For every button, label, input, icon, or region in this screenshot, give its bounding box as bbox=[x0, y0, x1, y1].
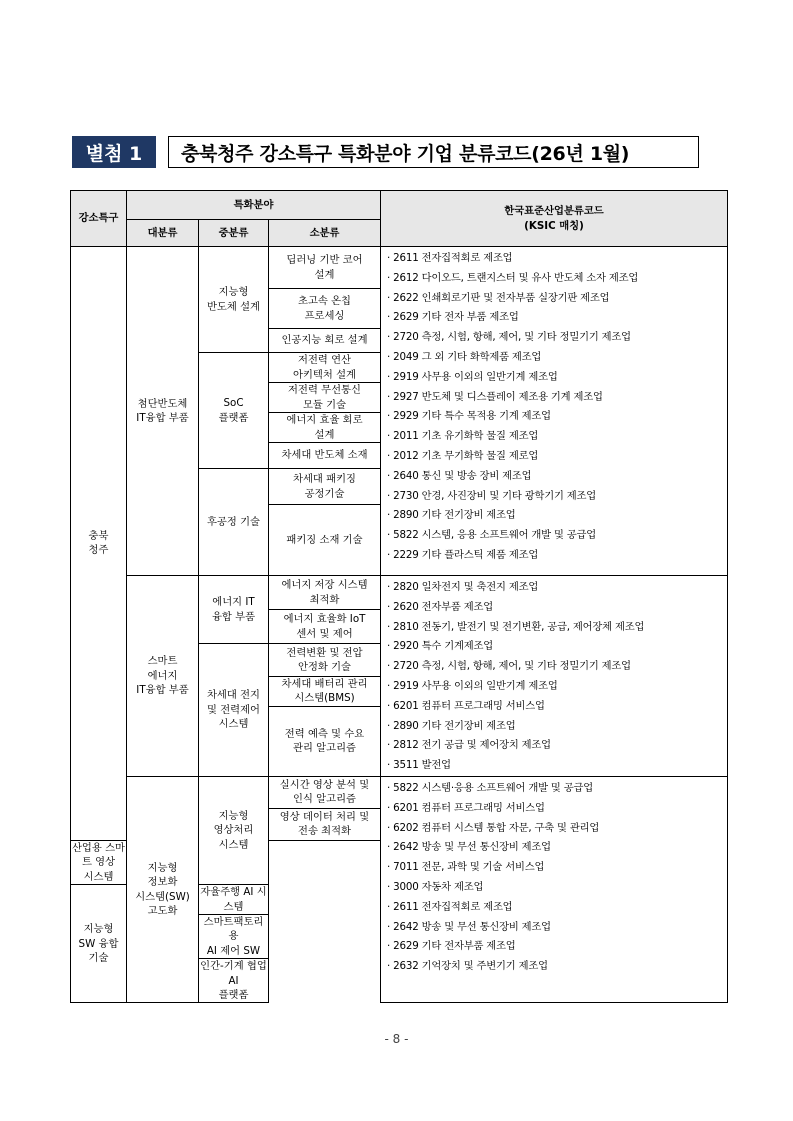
major-line: 정보화 bbox=[147, 876, 178, 889]
minor-category bbox=[199, 959, 269, 1003]
ksic-code: · 2810 전동기, 발전기 및 전기변환, 공급, 제어장체 제조업 bbox=[387, 620, 645, 633]
middle-category bbox=[199, 247, 269, 353]
middle-line: 지능형 bbox=[218, 286, 249, 299]
ksic-code: · 2890 기타 전기장비 제조업 bbox=[387, 509, 516, 522]
middle-line: 및 전력제어 bbox=[206, 703, 260, 716]
minor-line: 전송 최적화 bbox=[298, 825, 352, 838]
middle-line: 에너지 IT bbox=[212, 596, 255, 609]
minor-category bbox=[199, 915, 269, 959]
minor-line: 아키텍처 설계 bbox=[293, 368, 356, 381]
minor-category bbox=[269, 443, 381, 469]
ksic-code: · 2642 방송 및 무선 통신장비 제조업 bbox=[387, 920, 551, 933]
major-category bbox=[127, 776, 199, 1002]
ksic-code: · 2920 특수 기계제조업 bbox=[387, 640, 493, 653]
major-line: 시스템(SW) bbox=[135, 890, 190, 903]
minor-line: 모듈 기술 bbox=[302, 398, 347, 411]
ksic-code: · 2642 방송 및 무선 통신장비 제조업 bbox=[387, 841, 551, 854]
middle-category bbox=[199, 644, 269, 777]
minor-line: 시스템 bbox=[83, 870, 114, 883]
minor-line: 차세대 배터리 관리 bbox=[281, 678, 368, 691]
middle-line: 시스템 bbox=[218, 718, 249, 731]
minor-line: 안정화 기술 bbox=[298, 660, 352, 673]
middle-line: 융합 부품 bbox=[211, 610, 256, 623]
minor-line: 인식 알고리즘 bbox=[293, 793, 356, 806]
minor-line: 저전력 연산 bbox=[298, 354, 352, 367]
ksic-code: · 6201 컴퓨터 프로그래밍 서비스업 bbox=[387, 801, 545, 814]
major-category bbox=[127, 247, 199, 576]
middle-category bbox=[199, 776, 269, 884]
minor-line: 공정기술 bbox=[304, 487, 345, 500]
middle-line: 지능형 bbox=[83, 923, 114, 936]
ksic-code-list bbox=[381, 776, 728, 1002]
minor-line: 전력 예측 및 수요 bbox=[284, 728, 365, 741]
middle-line: 시스템 bbox=[218, 838, 249, 851]
major-category bbox=[127, 576, 199, 777]
ksic-code: · 2011 기초 유기화학 물질 제조업 bbox=[387, 430, 539, 443]
minor-category bbox=[269, 289, 381, 329]
middle-line: 지능형 bbox=[218, 809, 249, 822]
ksic-code: · 2611 전자집적회로 제조업 bbox=[387, 252, 513, 264]
minor-category bbox=[269, 576, 381, 610]
header-zone: 강소특구 bbox=[71, 191, 127, 247]
minor-line: 자율주행 AI 시스템 bbox=[200, 886, 267, 913]
minor-category bbox=[269, 353, 381, 383]
ksic-code: · 3000 자동차 제조업 bbox=[387, 880, 484, 893]
middle-category bbox=[199, 353, 269, 469]
ksic-code: · 2919 사무용 이외의 일반기계 제조업 bbox=[387, 679, 558, 692]
zone-cell bbox=[71, 247, 127, 841]
document-heading bbox=[72, 134, 699, 170]
minor-line: 플랫폼 bbox=[218, 989, 249, 1002]
middle-line: 반도체 설계 bbox=[206, 300, 260, 313]
ksic-code: · 5822 시스템·응용 소프트웨어 개발 및 공급업 bbox=[387, 781, 593, 794]
minor-line: 설계 bbox=[314, 428, 335, 441]
minor-line: AI 제어 SW bbox=[206, 944, 261, 957]
minor-line: 최적화 bbox=[309, 593, 340, 606]
minor-line: 영상 데이터 처리 및 bbox=[279, 811, 370, 824]
ksic-code: · 2640 통신 및 방송 장비 제조업 bbox=[387, 469, 532, 482]
ksic-code: · 2611 전자집적회로 제조업 bbox=[387, 900, 513, 913]
major-line: 고도화 bbox=[147, 905, 178, 918]
minor-category bbox=[269, 808, 381, 840]
ksic-code: · 2927 반도체 및 디스플레이 제조용 기계 제조업 bbox=[387, 390, 603, 403]
middle-line: SW 융합 bbox=[78, 937, 119, 950]
minor-category bbox=[269, 413, 381, 443]
minor-line: 저전력 무선통신 bbox=[288, 384, 361, 397]
minor-category bbox=[269, 329, 381, 353]
ksic-code: · 2049 그 외 기타 화학제품 제조업 bbox=[387, 350, 542, 363]
minor-category bbox=[269, 247, 381, 289]
middle-line: 영상처리 bbox=[213, 824, 254, 837]
zone-line: 청주 bbox=[88, 544, 109, 557]
ksic-code: · 2919 사무용 이외의 일반기계 제조업 bbox=[387, 370, 558, 383]
minor-line: 프로세싱 bbox=[304, 309, 345, 322]
major-line: 스마트 bbox=[147, 655, 178, 668]
minor-category bbox=[269, 706, 381, 776]
ksic-code: · 2622 인쇄회로기판 및 전자부품 실장기판 제조업 bbox=[387, 291, 610, 304]
minor-category bbox=[269, 676, 381, 706]
minor-line: 인간-기계 협업 AI bbox=[200, 960, 267, 987]
minor-category bbox=[269, 383, 381, 413]
minor-line: 에너지 효율화 IoT bbox=[283, 613, 366, 626]
major-line: IT융합 부품 bbox=[136, 412, 189, 424]
ksic-code: · 2620 전자부품 제조업 bbox=[387, 600, 493, 613]
minor-line: 관리 알고리즘 bbox=[293, 742, 356, 755]
document-title: 충북청주 강소특구 특화분야 기업 분류코드(26년 1월) bbox=[168, 136, 699, 168]
ksic-code: · 2929 기타 특수 목적용 기계 제조업 bbox=[387, 410, 551, 423]
minor-line: 인공지능 회로 설계 bbox=[281, 334, 368, 347]
ksic-code-list bbox=[381, 576, 728, 777]
minor-line: 패키징 소재 기술 bbox=[286, 533, 363, 546]
ksic-code: · 2229 기타 플라스틱 제품 제조업 bbox=[387, 548, 539, 561]
minor-line: 차세대 반도체 소재 bbox=[281, 449, 368, 462]
ksic-code: · 2012 기초 무기화학 물질 제로업 bbox=[387, 449, 539, 462]
minor-category bbox=[269, 776, 381, 808]
ksic-code: · 2812 전기 공급 및 제어장치 제조업 bbox=[387, 739, 551, 752]
minor-line: 초고속 온칩 bbox=[298, 295, 352, 308]
minor-line: 에너지 저장 시스템 bbox=[281, 579, 368, 592]
minor-line: 에너지 효율 회로 bbox=[286, 414, 363, 427]
middle-line: 후공정 기술 bbox=[206, 515, 260, 528]
minor-line: 설계 bbox=[314, 268, 335, 281]
minor-line: 시스템(BMS) bbox=[294, 692, 355, 705]
minor-line: 센서 및 제어 bbox=[296, 627, 353, 640]
ksic-code: · 2629 기타 전자부품 제조업 bbox=[387, 940, 516, 953]
ksic-code: · 6201 컴퓨터 프로그래밍 서비스업 bbox=[387, 699, 545, 712]
middle-category bbox=[199, 469, 269, 576]
middle-category bbox=[199, 576, 269, 644]
major-line: IT융합 부품 bbox=[136, 684, 189, 697]
header-major: 대분류 bbox=[127, 220, 199, 247]
ksic-classification-table bbox=[70, 190, 728, 1003]
minor-line: 산업용 스마트 영상 bbox=[71, 841, 125, 869]
ksic-code: · 3511 발전업 bbox=[387, 759, 451, 772]
minor-category bbox=[269, 644, 381, 677]
attachment-badge: 별첨 1 bbox=[72, 136, 156, 168]
major-line: 첨단반도체 bbox=[137, 397, 188, 410]
ksic-code: · 2720 측정, 시험, 항해, 제어, 및 기타 정밀기기 제조업 bbox=[387, 331, 631, 344]
header-minor: 소분류 bbox=[269, 220, 381, 247]
minor-category bbox=[269, 469, 381, 505]
header-ksic-line: (KSIC 매칭) bbox=[524, 219, 584, 232]
middle-line: SoC bbox=[223, 397, 244, 410]
header-specialty: 특화분야 bbox=[127, 191, 381, 220]
ksic-code: · 5822 시스템, 응용 소프트웨어 개발 및 공급업 bbox=[387, 529, 597, 542]
ksic-code: · 7011 전문, 과학 및 기술 서비스업 bbox=[387, 861, 545, 874]
middle-category bbox=[71, 885, 127, 1003]
minor-line: 딥러닝 기반 코어 bbox=[286, 254, 363, 267]
middle-line: 차세대 전지 bbox=[206, 689, 260, 702]
ksic-code: · 2632 기억장치 및 주변기기 제조업 bbox=[387, 960, 548, 973]
minor-category bbox=[71, 840, 127, 884]
header-ksic bbox=[381, 191, 728, 247]
ksic-code: · 2890 기타 전기장비 제조업 bbox=[387, 719, 516, 732]
major-line: 지능형 bbox=[147, 861, 178, 874]
major-line: 에너지 bbox=[147, 669, 178, 682]
minor-line: 차세대 패키징 bbox=[293, 473, 356, 486]
minor-category bbox=[269, 610, 381, 644]
ksic-code: · 2820 일차전지 및 축전지 제조업 bbox=[387, 581, 539, 593]
minor-category bbox=[269, 505, 381, 576]
minor-category bbox=[199, 885, 269, 915]
zone-line: 충북 bbox=[88, 530, 109, 543]
header-middle: 중분류 bbox=[199, 220, 269, 247]
minor-line: 전력변환 및 전압 bbox=[286, 646, 363, 659]
ksic-code: · 2730 안경, 사진장비 및 기타 광학기기 제조업 bbox=[387, 489, 597, 502]
ksic-code: · 6202 컴퓨터 시스템 통합 자문, 구축 및 관리업 bbox=[387, 821, 600, 834]
ksic-code: · 2612 다이오드, 트랜지스터 및 유사 반도체 소자 제조업 bbox=[387, 271, 639, 284]
middle-line: 플랫폼 bbox=[218, 411, 249, 424]
minor-line: 실시간 영상 분석 및 bbox=[279, 779, 370, 792]
header-ksic-line: 한국표준산업분류코드 bbox=[504, 205, 604, 218]
ksic-code: · 2629 기타 전자 부품 제조업 bbox=[387, 311, 519, 324]
page-number: - 8 - bbox=[384, 1032, 409, 1046]
ksic-code: · 2720 측정, 시험, 항해, 제어, 및 기타 정밀기기 제조업 bbox=[387, 660, 631, 673]
middle-line: 기술 bbox=[88, 952, 109, 965]
minor-line: 스마트팩토리용 bbox=[203, 916, 264, 943]
ksic-code-list bbox=[381, 247, 728, 576]
